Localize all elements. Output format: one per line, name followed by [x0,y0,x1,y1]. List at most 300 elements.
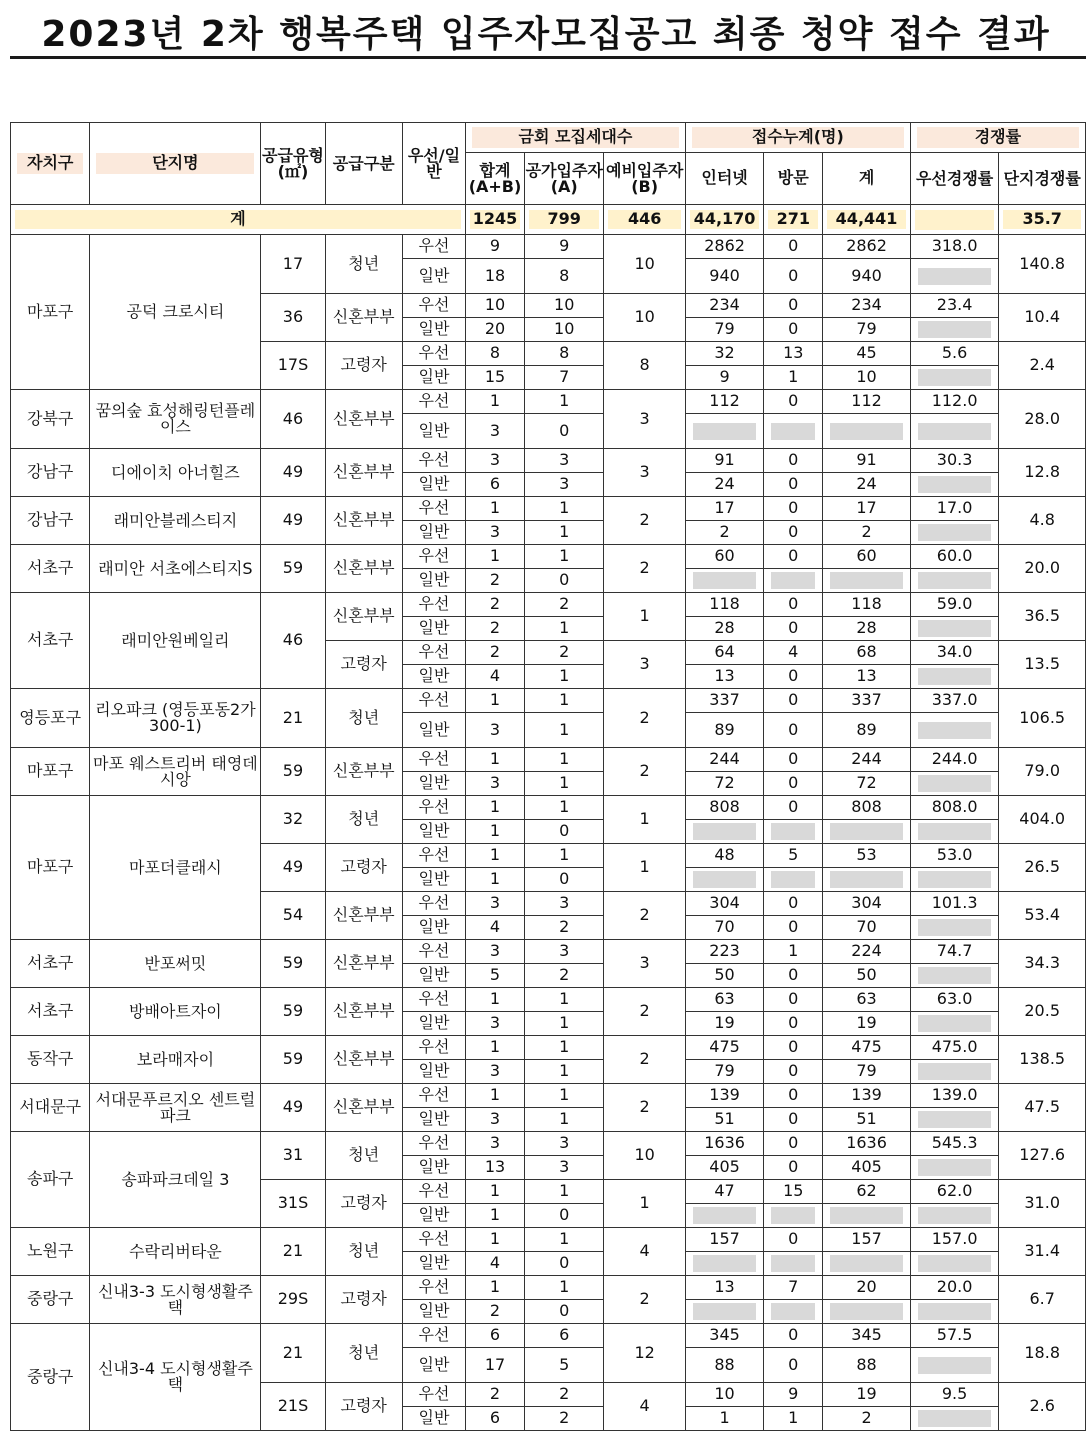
cell-public-a: 8 [525,259,604,294]
cell-net [685,820,763,844]
cell-priority: 일반 [402,820,465,844]
table-row [11,988,1086,1012]
cell-total-ab: 6 [466,473,525,497]
header-public-a: 공가입주자(A) [525,153,604,205]
cell-prate: 74.7 [910,940,999,964]
cell-net: 13 [685,1276,763,1300]
cell-reserve-b: 1 [604,844,685,892]
cell-priority: 일반 [402,1156,465,1180]
cell-district: 강북구 [11,390,90,449]
cell-total-ab: 1 [466,390,525,414]
cell-public-a: 1 [525,497,604,521]
cell-public-a: 1 [525,772,604,796]
cell-public-a: 3 [525,449,604,473]
cell-net: 91 [685,449,763,473]
cell-priority: 우선 [402,593,465,617]
cell-prate: 244.0 [910,748,999,772]
cell-complex-name: 송파파크데일 3 [90,1132,261,1228]
cell-complex-name: 수락리버타운 [90,1228,261,1276]
cell-complex-rate: 6.7 [999,1276,1086,1324]
cell-supply-class: 신혼부부 [325,892,402,940]
blank-cell-marker [830,1207,903,1224]
cell-priority: 우선 [402,235,465,259]
cell-prate [910,1300,999,1324]
cell-district: 중랑구 [11,1324,90,1431]
cell-supply-type: 31S [261,1180,325,1228]
cell-priority: 일반 [402,366,465,390]
cell-sum: 10 [823,366,911,390]
cell-supply-type: 49 [261,497,325,545]
cell-visit: 4 [764,641,823,665]
cell-public-a: 2 [525,1407,604,1431]
cell-net: 345 [685,1324,763,1348]
blank-cell-marker [918,1303,992,1320]
cell-sum: 53 [823,844,911,868]
cell-district: 서초구 [11,545,90,593]
cell-supply-type: 32 [261,796,325,844]
cell-sum: 118 [823,593,911,617]
cell-prate [910,617,999,641]
cell-prate: 101.3 [910,892,999,916]
cell-public-a: 0 [525,569,604,593]
cell-supply-class: 청년 [325,235,402,294]
cell-district: 중랑구 [11,1276,90,1324]
cell-supply-type: 46 [261,390,325,449]
header-complex-rate: 단지경쟁률 [999,153,1086,205]
header-district: 자치구 [11,123,90,205]
cell-complex-rate: 138.5 [999,1036,1086,1084]
table-body [11,123,1086,1431]
cell-public-a: 2 [525,916,604,940]
table-row [11,235,1086,259]
cell-sum: 63 [823,988,911,1012]
cell-net [685,414,763,449]
cell-net: 244 [685,748,763,772]
blank-cell-marker [771,1207,815,1224]
cell-total-ab: 3 [466,1012,525,1036]
cell-prate [910,964,999,988]
cell-priority: 우선 [402,1132,465,1156]
cell-complex-name: 신내3-4 도시형생활주택 [90,1324,261,1431]
cell-visit: 1 [764,940,823,964]
cell-total-ab: 17 [466,1348,525,1383]
cell-reserve-b: 10 [604,1132,685,1180]
table-row [11,1036,1086,1060]
cell-sum: 405 [823,1156,911,1180]
cell-visit: 0 [764,1156,823,1180]
cell-reserve-b: 1 [604,1180,685,1228]
cell-priority: 일반 [402,521,465,545]
cell-net: 79 [685,318,763,342]
table-row [11,1324,1086,1348]
blank-cell-marker [771,823,815,840]
cell-priority: 우선 [402,844,465,868]
cell-district: 강남구 [11,497,90,545]
header-reserve-b: 예비입주자(B) [604,153,685,205]
cell-public-a: 1 [525,390,604,414]
cell-prate: 475.0 [910,1036,999,1060]
cell-net: 88 [685,1348,763,1383]
cell-visit: 0 [764,1012,823,1036]
cell-supply-type: 59 [261,545,325,593]
cell-complex-rate: 2.6 [999,1383,1086,1431]
cell-prate: 34.0 [910,641,999,665]
cell-total-ab: 2 [466,617,525,641]
cell-supply-type: 17S [261,342,325,390]
cell-visit: 0 [764,449,823,473]
cell-sum: 62 [823,1180,911,1204]
cell-sum: 51 [823,1108,911,1132]
cell-public-a: 1 [525,1180,604,1204]
cell-net: 405 [685,1156,763,1180]
total-row [11,205,1086,235]
cell-visit: 15 [764,1180,823,1204]
cell-complex-rate: 106.5 [999,689,1086,748]
blank-cell-marker [918,369,992,386]
cell-sum [823,1252,911,1276]
cell-total-ab: 4 [466,665,525,689]
cell-total-ab: 2 [466,1383,525,1407]
blank-cell-marker [771,572,815,589]
cell-total-ab: 8 [466,342,525,366]
cell-reserve-b: 3 [604,449,685,497]
cell-net: 940 [685,259,763,294]
cell-priority: 우선 [402,988,465,1012]
cell-district: 송파구 [11,1132,90,1228]
cell-visit: 0 [764,294,823,318]
cell-prate [910,1252,999,1276]
cell-net: 1 [685,1407,763,1431]
cell-complex-name: 래미안원베일리 [90,593,261,689]
cell-total-ab: 3 [466,1132,525,1156]
table-row [11,1228,1086,1252]
cell-public-a: 10 [525,318,604,342]
cell-net: 50 [685,964,763,988]
cell-total-ab: 13 [466,1156,525,1180]
cell-sum: 940 [823,259,911,294]
cell-prate [910,1204,999,1228]
cell-prate [910,366,999,390]
cell-public-a: 3 [525,473,604,497]
cell-priority: 일반 [402,916,465,940]
cell-prate [910,772,999,796]
cell-total-ab: 4 [466,916,525,940]
blank-cell-marker [918,524,992,541]
total-public-a: 799 [525,205,604,235]
cell-complex-rate: 10.4 [999,294,1086,342]
cell-supply-class: 신혼부부 [325,1084,402,1132]
cell-supply-class: 고령자 [325,641,402,689]
cell-complex-rate: 34.3 [999,940,1086,988]
cell-supply-class: 고령자 [325,1180,402,1228]
cell-visit: 0 [764,1348,823,1383]
cell-public-a: 7 [525,366,604,390]
cell-public-a: 1 [525,1228,604,1252]
cell-net: 337 [685,689,763,713]
cell-supply-class: 고령자 [325,342,402,390]
cell-sum [823,820,911,844]
cell-prate [910,318,999,342]
blank-cell-marker [918,1159,992,1176]
cell-visit: 0 [764,1108,823,1132]
cell-visit: 0 [764,1060,823,1084]
cell-sum: 304 [823,892,911,916]
cell-complex-rate: 31.0 [999,1180,1086,1228]
header-supply-type: 공급유형(㎡) [261,123,325,205]
header-priority-rate: 우선경쟁률 [910,153,999,205]
cell-visit: 0 [764,964,823,988]
cell-public-a: 1 [525,1276,604,1300]
cell-complex-name: 꿈의숲 효성해링턴플레이스 [90,390,261,449]
blank-cell-marker [918,1015,992,1032]
cell-total-ab: 1 [466,1084,525,1108]
cell-priority: 일반 [402,1348,465,1383]
cell-public-a: 1 [525,521,604,545]
cell-supply-class: 신혼부부 [325,748,402,796]
cell-public-a: 0 [525,414,604,449]
cell-sum [823,1300,911,1324]
blank-cell-marker [918,572,992,589]
cell-public-a: 1 [525,844,604,868]
cell-priority: 우선 [402,1036,465,1060]
total-reserve-b: 446 [604,205,685,235]
cell-total-ab: 1 [466,868,525,892]
cell-sum [823,414,911,449]
cell-district: 마포구 [11,235,90,390]
cell-supply-type: 59 [261,1036,325,1084]
cell-prate: 337.0 [910,689,999,713]
blank-cell-marker [830,823,903,840]
blank-cell-marker [918,1207,992,1224]
cell-priority: 우선 [402,1324,465,1348]
cell-supply-type: 17 [261,235,325,294]
cell-visit: 0 [764,235,823,259]
cell-net [685,1300,763,1324]
cell-district: 마포구 [11,796,90,940]
header-complex: 단지명 [90,123,261,205]
cell-supply-type: 49 [261,844,325,892]
cell-total-ab: 1 [466,1204,525,1228]
cell-sum: 88 [823,1348,911,1383]
cell-prate [910,820,999,844]
blank-cell-marker [830,423,903,440]
cell-visit [764,1204,823,1228]
cell-complex-name: 디에이치 아너힐즈 [90,449,261,497]
cell-complex-rate: 404.0 [999,796,1086,844]
cell-reserve-b: 2 [604,1276,685,1324]
cell-net: 304 [685,892,763,916]
cell-priority: 일반 [402,1108,465,1132]
cell-prate [910,569,999,593]
cell-visit: 0 [764,1228,823,1252]
cell-prate: 63.0 [910,988,999,1012]
cell-prate [910,414,999,449]
cell-net: 79 [685,1060,763,1084]
cell-total-ab: 1 [466,748,525,772]
cell-reserve-b: 4 [604,1383,685,1431]
cell-district: 영등포구 [11,689,90,748]
cell-sum: 157 [823,1228,911,1252]
cell-net: 47 [685,1180,763,1204]
blank-cell-marker [771,1303,815,1320]
cell-total-ab: 3 [466,1108,525,1132]
cell-public-a: 1 [525,1108,604,1132]
cell-reserve-b: 2 [604,545,685,593]
cell-public-a: 1 [525,665,604,689]
cell-public-a: 9 [525,235,604,259]
cell-total-ab: 3 [466,772,525,796]
cell-prate: 112.0 [910,390,999,414]
cell-complex-name: 마포 웨스트리버 태영데시앙 [90,748,261,796]
cell-supply-class: 신혼부부 [325,1036,402,1084]
cell-prate: 23.4 [910,294,999,318]
blank-cell-marker [693,423,756,440]
cell-reserve-b: 3 [604,940,685,988]
cell-priority: 우선 [402,545,465,569]
cell-sum: 68 [823,641,911,665]
cell-visit: 9 [764,1383,823,1407]
cell-total-ab: 1 [466,988,525,1012]
cell-total-ab: 15 [466,366,525,390]
blank-cell-marker [918,668,992,685]
cell-net: 63 [685,988,763,1012]
table-row [11,593,1086,617]
table-row [11,545,1086,569]
cell-net: 70 [685,916,763,940]
cell-total-ab: 1 [466,545,525,569]
cell-public-a: 1 [525,748,604,772]
cell-prate: 17.0 [910,497,999,521]
cell-net [685,569,763,593]
cell-complex-rate: 53.4 [999,892,1086,940]
cell-supply-class: 신혼부부 [325,294,402,342]
cell-public-a: 0 [525,1252,604,1276]
cell-sum: 244 [823,748,911,772]
cell-priority: 일반 [402,868,465,892]
page-title: 2023년 2차 행복주택 입주자모집공고 최종 청약 접수 결과 [41,14,1051,55]
cell-net: 234 [685,294,763,318]
cell-supply-class: 고령자 [325,844,402,892]
cell-visit: 0 [764,916,823,940]
cell-district: 노원구 [11,1228,90,1276]
blank-cell-marker [918,1063,992,1080]
cell-prate [910,868,999,892]
table-row [11,1132,1086,1156]
cell-sum: 91 [823,449,911,473]
cell-reserve-b: 2 [604,1084,685,1132]
cell-net [685,868,763,892]
cell-prate: 5.6 [910,342,999,366]
total-complex-rate: 35.7 [999,205,1086,235]
cell-supply-class: 신혼부부 [325,940,402,988]
cell-prate [910,1108,999,1132]
cell-prate [910,1060,999,1084]
cell-net: 72 [685,772,763,796]
cell-visit: 0 [764,689,823,713]
cell-sum: 2 [823,1407,911,1431]
cell-public-a: 5 [525,1348,604,1383]
cell-total-ab: 1 [466,1276,525,1300]
cell-supply-class: 신혼부부 [325,390,402,449]
cell-sum: 808 [823,796,911,820]
table-row [11,748,1086,772]
blank-cell-marker [918,423,992,440]
cell-prate [910,665,999,689]
cell-visit: 1 [764,366,823,390]
cell-total-ab: 3 [466,713,525,748]
table-row [11,796,1086,820]
cell-sum: 79 [823,318,911,342]
cell-visit: 0 [764,545,823,569]
cell-public-a: 0 [525,868,604,892]
cell-public-a: 2 [525,593,604,617]
blank-cell-marker [830,572,903,589]
cell-priority: 우선 [402,497,465,521]
cell-sum [823,1204,911,1228]
cell-public-a: 3 [525,892,604,916]
blank-cell-marker [918,1111,992,1128]
cell-complex-name: 보라매자이 [90,1036,261,1084]
blank-cell-marker [918,823,992,840]
cell-priority: 일반 [402,772,465,796]
cell-sum: 224 [823,940,911,964]
table-row [11,1084,1086,1108]
cell-prate [910,259,999,294]
cell-total-ab: 20 [466,318,525,342]
cell-sum: 1636 [823,1132,911,1156]
cell-priority: 우선 [402,689,465,713]
cell-prate [910,713,999,748]
blank-cell-marker [918,967,992,984]
blank-cell-marker [830,1255,903,1272]
cell-total-ab: 1 [466,497,525,521]
cell-net: 10 [685,1383,763,1407]
cell-public-a: 1 [525,988,604,1012]
blank-cell-marker [918,321,992,338]
cell-priority: 일반 [402,713,465,748]
cell-visit: 0 [764,892,823,916]
cell-net: 17 [685,497,763,521]
cell-net: 24 [685,473,763,497]
header-internet: 인터넷 [685,153,763,205]
blank-cell-marker [771,1255,815,1272]
cell-prate: 30.3 [910,449,999,473]
table-row [11,940,1086,964]
cell-prate: 20.0 [910,1276,999,1300]
cell-total-ab: 9 [466,235,525,259]
cell-complex-rate: 31.4 [999,1228,1086,1276]
cell-priority: 우선 [402,294,465,318]
cell-priority: 일반 [402,665,465,689]
cell-public-a: 0 [525,820,604,844]
cell-reserve-b: 1 [604,796,685,844]
cell-supply-type: 21S [261,1383,325,1431]
cell-priority: 우선 [402,641,465,665]
cell-complex-name: 방배아트자이 [90,988,261,1036]
cell-priority: 우선 [402,940,465,964]
cell-net [685,1252,763,1276]
blank-cell-marker [918,919,992,936]
cell-priority: 우선 [402,1383,465,1407]
cell-sum: 139 [823,1084,911,1108]
cell-net: 475 [685,1036,763,1060]
cell-supply-type: 21 [261,1324,325,1383]
cell-complex-rate: 12.8 [999,449,1086,497]
cell-sum: 72 [823,772,911,796]
cell-net: 60 [685,545,763,569]
cell-supply-type: 49 [261,1084,325,1132]
header-sum: 계 [823,153,911,205]
